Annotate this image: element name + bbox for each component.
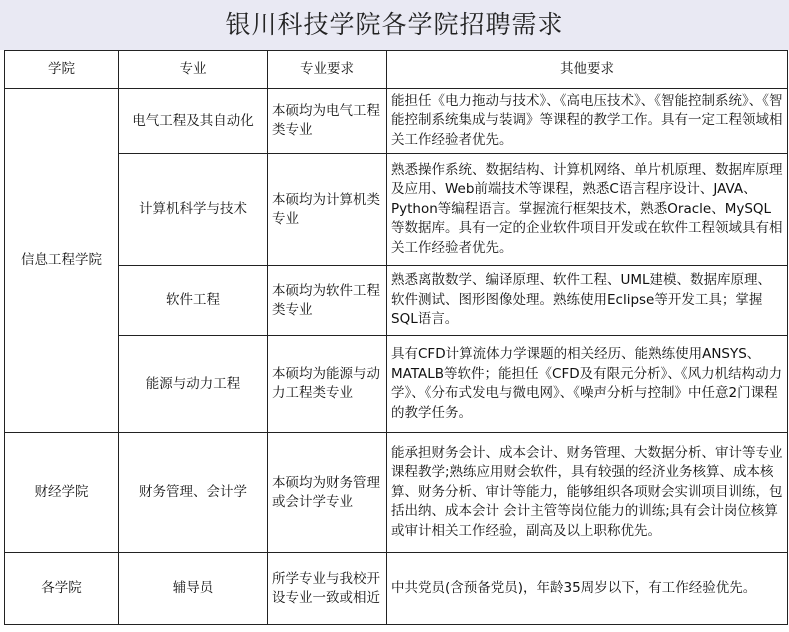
- recruitment-table: [4, 50, 788, 625]
- major-requirement-cell: 本硕均为电气工程类专业: [268, 89, 387, 154]
- major-requirement-cell: 本硕均为财务管理或会计学专业: [268, 433, 387, 553]
- college-cell: 各学院: [5, 553, 119, 625]
- major-requirement-cell: 本硕均为计算机类专业: [268, 154, 387, 266]
- major-cell: 辅导员: [119, 553, 268, 625]
- other-requirement-cell: 熟悉操作系统、数据结构、计算机网络、单片机原理、数据库原理及应用、Web前端技术等课程，熟悉C语言程序设计、JAVA、Python等编程语言。掌握流行框架技术，熟悉Oracle、MySQL等数据库。具有一定的企业软件项目开发或在软件工程领域具有相关工作经验者优先。: [387, 154, 788, 266]
- table-row: [5, 266, 788, 336]
- major-cell: 计算机科学与技术: [119, 154, 268, 266]
- table-row: [5, 553, 788, 625]
- other-requirement-cell: 具有CFD计算流体力学课题的相关经历、能熟练使用ANSYS、MATALB等软件；能担任《CFD及有限元分析》、《风力机结构动力学》、《分布式发电与微电网》、《噪声分析与控制》中任意2门课程的教学任务。: [387, 336, 788, 433]
- major-cell: 财务管理、会计学: [119, 433, 268, 553]
- other-requirement-cell: 中共党员(含预备党员)，年龄35周岁以下，有工作经验优先。: [387, 553, 788, 625]
- college-cell: 信息工程学院: [5, 89, 119, 433]
- page-title: 银川科技学院各学院招聘需求: [0, 0, 789, 50]
- table-row: [5, 89, 788, 154]
- header-other-requirement: 其他要求: [387, 51, 788, 89]
- major-cell: 能源与动力工程: [119, 336, 268, 433]
- table-row: [5, 433, 788, 553]
- header-row: [5, 51, 788, 89]
- other-requirement-cell: 能承担财务会计、成本会计、财务管理、大数据分析、审计等专业课程教学;熟练应用财会软件，具有较强的经济业务核算、成本核算、财务分析、审计等能力，能够组织各项财会实训项目训练，包括出纳、成本会计 会计主管等岗位能力的训练;具有会计岗位核算或审计相关工作经验，副高及以上职称优先。: [387, 433, 788, 553]
- header-major-requirement: 专业要求: [268, 51, 387, 89]
- college-cell: 财经学院: [5, 433, 119, 553]
- other-requirement-cell: 熟悉离散数学、编译原理、软件工程、UML建模、数据库原理、软件测试、图形图像处理。熟练使用Eclipse等开发工具；掌握SQL语言。: [387, 266, 788, 336]
- major-requirement-cell: 本硕均为能源与动力工程类专业: [268, 336, 387, 433]
- major-requirement-cell: 本硕均为软件工程类专业: [268, 266, 387, 336]
- header-major: 专业: [119, 51, 268, 89]
- other-requirement-cell: 能担任《电力拖动与技术》、《高电压技术》、《智能控制系统》、《智能控制系统集成与装调》等课程的教学工作。具有一定工程领域相关工作经验者优先。: [387, 89, 788, 154]
- table-row: [5, 336, 788, 433]
- major-requirement-cell: 所学专业与我校开设专业一致或相近: [268, 553, 387, 625]
- major-cell: 电气工程及其自动化: [119, 89, 268, 154]
- table-row: [5, 154, 788, 266]
- major-cell: 软件工程: [119, 266, 268, 336]
- header-college: 学院: [5, 51, 119, 89]
